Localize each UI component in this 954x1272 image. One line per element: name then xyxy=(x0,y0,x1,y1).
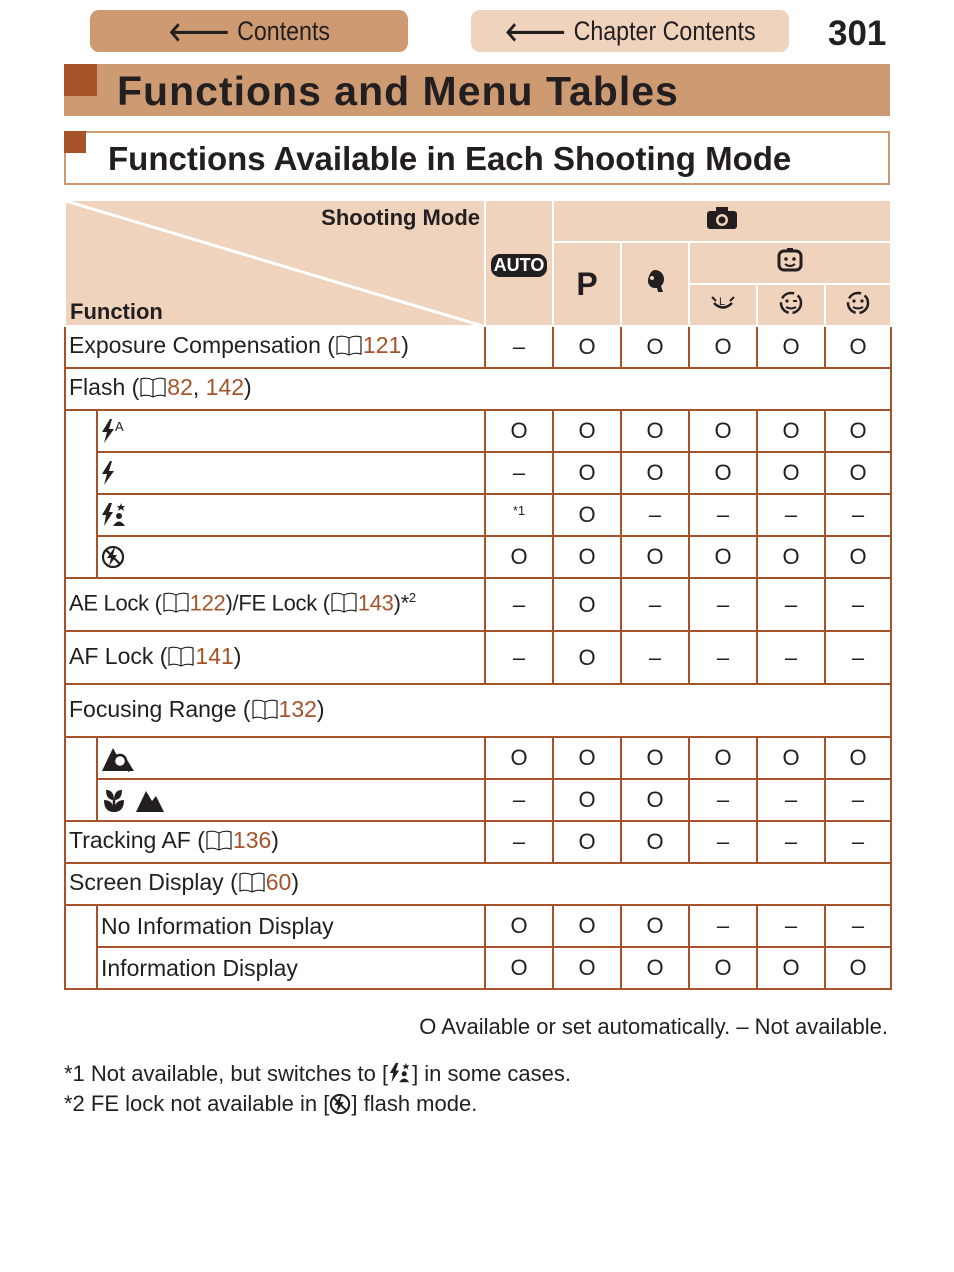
normal-focus-cell xyxy=(97,737,485,779)
macro-infinity-cell xyxy=(97,779,485,821)
footnote-1: *1 Not available, but switches to [ ] in some cases. xyxy=(64,1061,572,1086)
table-row: No Information Display O O O – – – xyxy=(65,905,891,947)
table-row: O O O O O O xyxy=(65,536,891,578)
focusing-range-cell: Focusing Range ( 132) xyxy=(65,684,891,737)
page-ref-link[interactable]: 122 xyxy=(189,590,226,616)
portrait-mode-header xyxy=(621,242,689,326)
flash-on-cell xyxy=(97,452,485,494)
flash-off-cell xyxy=(97,536,485,578)
section-title: Functions Available in Each Shooting Mode xyxy=(108,140,792,177)
normal-focus-icon xyxy=(101,744,135,772)
table-row xyxy=(65,684,891,737)
table-row: AF Lock ( 141) – O – – – – xyxy=(65,631,891,684)
book-icon xyxy=(330,591,358,619)
table-row: Tracking AF ( 136) – O O – – – xyxy=(65,821,891,863)
contents-label: Contents xyxy=(237,15,331,46)
table-row xyxy=(65,368,891,410)
book-icon xyxy=(139,376,167,404)
indent-cell xyxy=(65,905,97,989)
book-icon xyxy=(238,871,266,899)
infinity-mountain-icon xyxy=(135,787,165,813)
header-corner-cell xyxy=(65,200,485,326)
table-row: Exposure Compensation ( 121) – O O O O O xyxy=(65,326,891,368)
arrow-left-icon: 🡐 xyxy=(167,16,231,47)
page-ref-link[interactable]: 141 xyxy=(195,642,234,669)
program-mode-header xyxy=(553,242,621,326)
book-icon xyxy=(162,591,190,619)
af-lock-cell: AF Lock ( 141) xyxy=(65,631,485,684)
page-ref-link[interactable]: 136 xyxy=(232,827,272,853)
book-icon xyxy=(251,698,279,726)
flash-auto-icon xyxy=(101,419,115,443)
auto-mode-header xyxy=(485,200,553,326)
indent-cell xyxy=(65,410,97,578)
table-row: *1 O – – – – xyxy=(65,494,891,536)
info-display-cell: Information Display xyxy=(97,947,485,989)
portrait-icon xyxy=(642,268,668,294)
table-row: – O O – – – xyxy=(65,779,891,821)
page-title: Functions and Menu Tables xyxy=(117,68,679,114)
chapter-contents-label: Chapter Contents xyxy=(573,15,756,46)
table-row xyxy=(65,863,891,905)
flash-on-icon xyxy=(101,461,115,485)
smile-mode-header xyxy=(689,284,757,326)
subtitle-square-decoration xyxy=(64,131,86,153)
function-label: Function xyxy=(70,299,163,324)
page-number: 301 xyxy=(828,14,887,53)
exposure-compensation-cell: Exposure Compensation ( 121) xyxy=(65,326,485,368)
book-icon xyxy=(167,645,195,673)
book-icon xyxy=(205,829,233,857)
svg-text:L: L xyxy=(719,296,726,308)
flash-off-icon xyxy=(101,545,125,569)
camera-mode-header xyxy=(553,200,891,242)
table-row: Information Display O O O O O O xyxy=(65,947,891,989)
flash-off-icon xyxy=(329,1093,351,1115)
page-ref-link[interactable]: 143 xyxy=(357,590,394,616)
shooting-mode-label: Shooting Mode xyxy=(321,205,480,230)
functions-table xyxy=(64,199,892,990)
flash-cell: Flash ( 82, 142) xyxy=(65,368,891,410)
macro-icon xyxy=(101,787,127,813)
table-row: – O O O O O xyxy=(65,452,891,494)
table-row: O O O O O O xyxy=(65,737,891,779)
table-legend: O Available or set automatically. – Not available. xyxy=(419,1014,888,1039)
page-ref-link[interactable]: 82 xyxy=(167,374,193,400)
flash-auto-cell: A xyxy=(97,410,485,452)
indent-cell xyxy=(65,737,97,821)
screen-display-cell: Screen Display ( 60) xyxy=(65,863,891,905)
chapter-contents-button[interactable] xyxy=(471,10,789,52)
table-row: A O O O O O O xyxy=(65,410,891,452)
camera-icon xyxy=(706,206,738,230)
self-timer-mode-header xyxy=(689,242,891,284)
page-ref-link[interactable]: 121 xyxy=(362,332,402,358)
title-square-decoration xyxy=(64,64,97,96)
face-timer-header xyxy=(825,284,891,326)
table-row: AE Lock ( 122)/FE Lock ( 143)*$^2$ – O – – – – xyxy=(65,578,891,631)
wink-self-timer-icon xyxy=(776,288,806,316)
slow-synchro-icon xyxy=(101,502,127,528)
page-ref-link[interactable]: 60 xyxy=(265,869,292,895)
footnote-2: *2 FE lock not available in [ ] flash mode. xyxy=(64,1091,478,1116)
tracking-af-cell: Tracking AF ( 136) xyxy=(65,821,485,863)
no-info-display-cell: No Information Display xyxy=(97,905,485,947)
smile-icon xyxy=(708,289,738,315)
arrow-left-icon: 🡐 xyxy=(504,16,567,47)
page-ref-link[interactable]: 132 xyxy=(278,695,317,722)
slow-synchro-cell xyxy=(97,494,485,536)
face-self-timer-icon xyxy=(843,288,873,316)
slow-synchro-icon xyxy=(388,1062,412,1084)
subtitle-edge-decoration xyxy=(64,153,66,183)
auto-mode-icon: AUTO xyxy=(491,254,548,277)
smart-shutter-icon xyxy=(776,247,804,273)
page-ref-link[interactable]: 142 xyxy=(205,374,245,400)
book-icon xyxy=(335,334,363,362)
program-mode-label: P xyxy=(576,265,598,302)
wink-timer-header xyxy=(757,284,825,326)
contents-button[interactable] xyxy=(90,10,408,52)
ae-lock-cell: AE Lock ( 122)/FE Lock ( 143)*$^2$ xyxy=(65,578,485,631)
